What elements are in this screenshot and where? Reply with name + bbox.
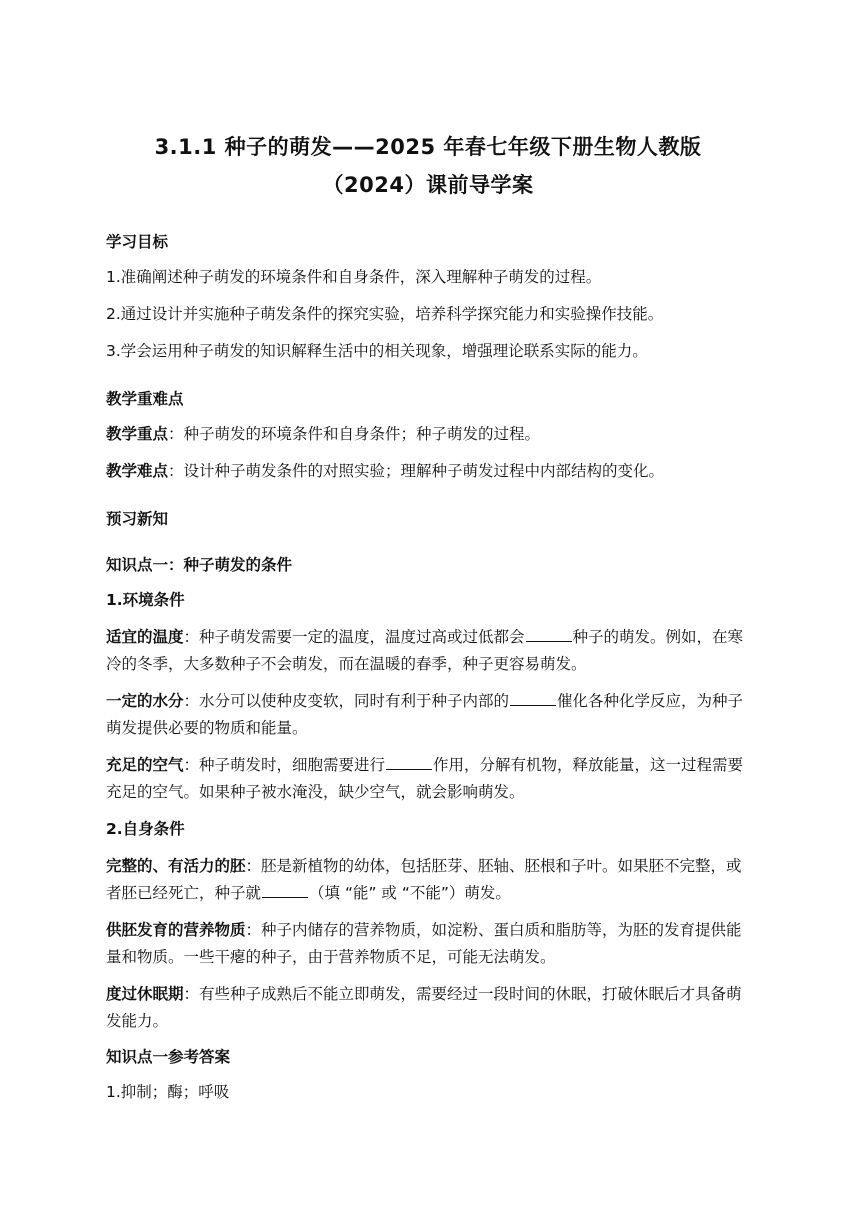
air-text-a: ：种子萌发时，细胞需要进行 bbox=[183, 756, 386, 774]
key-points-section bbox=[106, 387, 750, 485]
dormancy-label: 度过休眠期 bbox=[106, 985, 184, 1003]
embryo-text-b: （填 “能” 或 “不能”）萌发。 bbox=[309, 884, 511, 902]
water-text-a: ：水分可以使种皮变软，同时有利于种子内部的 bbox=[183, 692, 510, 710]
fill-blank[interactable] bbox=[510, 690, 556, 706]
embryo-text-a: ：胚是新植物的幼体，包括胚芽、胚轴、胚根和子叶。如果胚不完整，或者胚已经死亡，种子就 bbox=[106, 857, 742, 902]
answers-heading: 知识点一参考答案 bbox=[106, 1048, 231, 1066]
title-line-1: 3.1.1 种子的萌发——2025 年春七年级下册生物人教版 bbox=[154, 135, 702, 159]
objective-item: 2.通过设计并实施种子萌发条件的探究实验，培养科学探究能力和实验操作技能。 bbox=[106, 305, 664, 323]
answers-section bbox=[106, 1045, 750, 1106]
document-page bbox=[106, 128, 750, 1106]
objective-item: 3.学会运用种子萌发的知识解释生活中的相关现象，增强理论联系实际的能力。 bbox=[106, 342, 648, 360]
objective-item: 1.准确阐述种子萌发的环境条件和自身条件，深入理解种子萌发的过程。 bbox=[106, 268, 602, 286]
focus-label: 教学重点 bbox=[106, 425, 169, 443]
preview-section bbox=[106, 507, 750, 531]
answer-line: 1.抑制；酶；呼吸 bbox=[106, 1083, 230, 1101]
dormancy-paragraph bbox=[106, 981, 750, 1035]
objectives-heading: 学习目标 bbox=[106, 233, 169, 251]
water-label: 一定的水分 bbox=[106, 692, 184, 710]
air-label: 充足的空气 bbox=[106, 756, 184, 774]
water-text-b: 催化各种化学反应，为种子萌发提供必要的物质和能量。 bbox=[106, 692, 744, 737]
kp1-heading: 知识点一：种子萌发的条件 bbox=[106, 556, 293, 574]
difficulty-paragraph bbox=[106, 458, 750, 485]
temperature-text-a: ：种子萌发需要一定的温度，温度过高或过低都会 bbox=[183, 628, 525, 646]
embryo-label: 完整的、有活力的胚 bbox=[106, 857, 246, 875]
water-paragraph bbox=[106, 688, 750, 742]
focus-paragraph bbox=[106, 421, 750, 448]
self-conditions-heading: 2.自身条件 bbox=[106, 820, 185, 838]
air-text-b: 作用，分解有机物，释放能量，这一过程需要充足的空气。如果种子被水淹没，缺少空气，就会影响萌发。 bbox=[106, 756, 744, 801]
focus-text: ：种子萌发的环境条件和自身条件；种子萌发的过程。 bbox=[168, 425, 541, 443]
nutrient-text: ：种子内储存的营养物质，如淀粉、蛋白质和脂肪等，为胚的发育提供能量和物质。一些干瘪的种子，由于营养物质不足，可能无法萌发。 bbox=[106, 921, 742, 966]
env-conditions-heading: 1.环境条件 bbox=[106, 591, 185, 609]
dormancy-text: ：有些种子成熟后不能立即萌发，需要经过一段时间的休眠，打破休眠后才具备萌发能力。 bbox=[106, 985, 742, 1030]
temperature-paragraph bbox=[106, 624, 750, 678]
difficulty-text: ：设计种子萌发条件的对照实验；理解种子萌发过程中内部结构的变化。 bbox=[168, 462, 665, 480]
objectives-section bbox=[106, 230, 750, 365]
key-points-heading: 教学重难点 bbox=[106, 390, 184, 408]
air-paragraph bbox=[106, 752, 750, 806]
nutrient-label: 供胚发育的营养物质 bbox=[106, 921, 246, 939]
temperature-label: 适宜的温度 bbox=[106, 628, 184, 646]
embryo-paragraph bbox=[106, 853, 750, 907]
document-title bbox=[106, 128, 750, 204]
fill-blank[interactable] bbox=[386, 754, 432, 770]
title-line-2: （2024）课前导学案 bbox=[322, 173, 534, 197]
difficulty-label: 教学难点 bbox=[106, 462, 169, 480]
temperature-text-b: 种子的萌发。例如，在寒冷的冬季，大多数种子不会萌发，而在温暖的春季，种子更容易萌发。 bbox=[106, 628, 744, 673]
fill-blank[interactable] bbox=[526, 626, 572, 642]
knowledge-point-1 bbox=[106, 553, 750, 1035]
preview-heading: 预习新知 bbox=[106, 510, 169, 528]
fill-blank[interactable] bbox=[262, 882, 308, 898]
nutrient-paragraph bbox=[106, 917, 750, 971]
